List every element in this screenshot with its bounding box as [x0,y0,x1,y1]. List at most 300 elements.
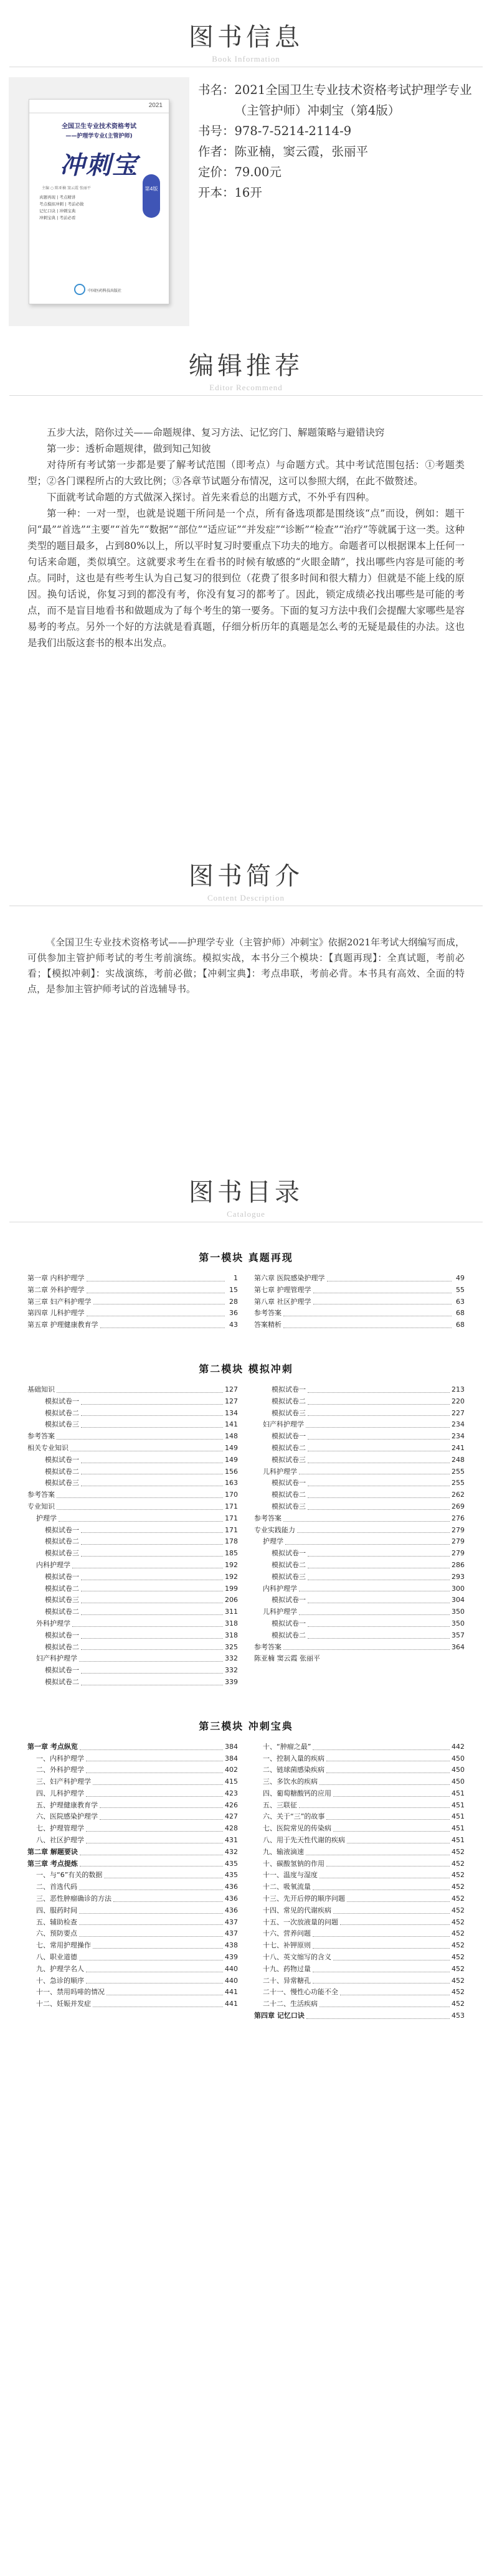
toc-entry-page: 339 [225,1677,238,1686]
section-title: 编辑推荐 [189,352,303,380]
toc-entry-label: 二十、异常糖孔 [263,1976,311,1985]
rec-paragraph: 下面就考试命题的方式做深入探讨。首先来看总的出题方式，不外乎有四种。 [47,492,376,503]
toc-entry [254,1893,465,1905]
toc-leader [313,1940,450,1949]
toc-entry-label: 十二、妊娠并发症 [36,2000,91,2008]
toc-entry-label: 模拟试卷一 [45,1666,79,1675]
cover-bullet: 真题再现 | 考点精讲 [39,195,76,200]
toc-leader [72,1560,223,1568]
toc-column-right [254,1384,465,1688]
toc-entry [254,1536,465,1548]
toc-entry-label: 五、护理健康教育学 [36,1801,98,1809]
toc-entry-label: 十、急诊的顺序 [36,1976,84,1985]
toc-entry-page: 234 [452,1420,465,1429]
toc-leader [299,1583,450,1592]
toc-entry [27,1583,238,1595]
toc-leader [79,1905,223,1914]
toc-entry [254,1800,465,1812]
toc-entry [254,1443,465,1454]
toc-entry-label: 七、护理管理学 [36,1824,84,1833]
toc-entry-page: 452 [452,1871,465,1880]
toc-leader [113,1893,223,1902]
toc-entry [254,1513,465,1525]
toc-leader [100,1800,223,1809]
toc-leader [79,1653,223,1662]
toc-entry-page: 149 [225,1443,238,1452]
toc-entry-page: 438 [225,1941,238,1950]
toc-leader [297,1525,450,1534]
toc-leader [86,1835,223,1843]
toc-entry [254,1548,465,1560]
cover-bullets [39,194,83,222]
toc-entry-page: 442 [452,1742,465,1751]
toc-entry [254,1928,465,1940]
toc-leader [79,1952,223,1960]
toc-entry-page: 332 [225,1666,238,1675]
toc-entry-label: 三、多饮水的疾病 [263,1777,318,1786]
toc-entry-page: 300 [452,1584,465,1593]
toc-entry-page: 149 [225,1455,238,1464]
toc-entry [254,1525,465,1537]
toc-entry-page: 234 [452,1432,465,1441]
toc-entry-page: 439 [225,1953,238,1962]
toc-entry [254,1975,465,1987]
toc-entry [27,1998,238,2010]
toc-entry-page: 134 [225,1408,238,1417]
toc-entry-label: 九、护理学名人 [36,1964,84,1973]
toc-entry-page: 451 [452,1824,465,1833]
toc-entry-label: 模拟试卷一 [272,1385,306,1393]
toc-leader [80,1858,223,1867]
toc-entry-label: 一、内科护理学 [36,1754,84,1763]
toc-entry-label: 十一、禁用吗啡的情况 [36,1988,105,1997]
toc-entry [254,1273,465,1285]
toc-entry-page: 304 [452,1596,465,1604]
toc-leader [308,1478,450,1486]
toc-leader [308,1396,450,1405]
meta-author [198,141,483,162]
toc-leader [100,1319,225,1328]
toc-entry-label: 八、社区护理学 [36,1836,84,1845]
toc-column-right [254,1741,465,2022]
toc-leader [81,1630,223,1639]
toc-leader [57,1501,223,1510]
toc-entry-page: 206 [225,1596,238,1604]
toc-entry-label: 第三章 考点提炼 [27,1859,78,1868]
toc-entry-label: 专业知识 [27,1502,55,1510]
toc-entry [254,1308,465,1319]
toc-entry-page: 451 [452,1789,465,1797]
toc-entry [254,1319,465,1331]
toc-entry-label: 模拟试卷二 [45,1608,79,1616]
toc-entry-label: 外科护理学 [36,1619,70,1628]
toc-leader [299,1800,450,1809]
toc-entry [27,1964,238,1975]
toc-entry-page: 384 [225,1742,238,1751]
toc-entry-page: 452 [452,1929,465,1938]
toc-leader [86,1764,223,1773]
toc-entry-label: 模拟试卷三 [272,1455,306,1464]
toc-entry [254,1478,465,1489]
module-1 [27,1250,465,1331]
toc-entry-page: 241 [452,1443,465,1452]
toc-entry-page: 318 [225,1631,238,1639]
toc-entry-label: 相关专业知识 [27,1443,69,1452]
toc-leader [81,1396,223,1405]
toc-entry-page: 452 [452,1847,465,1856]
meta-label: 书名： [198,83,235,97]
toc-entry-page: 192 [225,1572,238,1581]
toc-leader [70,1443,223,1451]
toc-entry [27,1466,238,1478]
toc-leader [93,1776,223,1785]
toc-entry [27,1653,238,1665]
toc-entry-label: 妇产科护理学 [36,1654,77,1663]
toc-entry [27,1940,238,1952]
toc-entry [254,1835,465,1847]
toc-entry [27,1525,238,1537]
toc-entry-label: 六、关于“三”的故事 [263,1812,325,1821]
toc-entry [27,1665,238,1677]
section-subtitle: Editor Recommend [209,383,283,392]
section-title: 图书目录 [189,1178,303,1207]
toc-leader [81,1677,223,1685]
toc-entry-page: 171 [225,1525,238,1534]
toc-entry-label: 第四章 儿科护理学 [27,1309,85,1318]
module-title: 第一模块 真题再现 [199,1252,293,1263]
toc-leader [79,1881,223,1890]
toc-entry-page: 452 [452,1988,465,1997]
toc-entry-page: 451 [452,1836,465,1845]
toc-entry [27,1319,238,1331]
toc-leader [72,1618,223,1627]
module-3 [27,1718,465,2022]
toc-leader [59,1513,223,1522]
toc-leader [86,1975,223,1984]
editor-recommendation [0,396,492,839]
toc-leader [319,1776,450,1785]
toc-entry [254,1454,465,1466]
toc-entry-page: 171 [225,1514,238,1522]
toc-entry-label: 模拟试卷三 [272,1408,306,1417]
toc-entry-label: 第八章 社区护理学 [254,1297,311,1306]
toc-leader [347,1835,450,1843]
toc-entry [254,1753,465,1765]
toc-leader [340,1987,450,1995]
toc-entry-page: 163 [225,1479,238,1487]
toc-entry-page: 276 [452,1514,465,1522]
toc-leader [299,1606,450,1615]
cover-frame [9,77,189,326]
toc-entry-page: 43 [229,1321,238,1329]
toc-entry-page: 415 [225,1777,238,1786]
toc-entry-label: 三、恶性肿瘤确诊的方法 [36,1895,111,1903]
toc-entry-label: 模拟试卷二 [45,1408,79,1417]
toc-entry-label: 十三、先开后停的顺序问题 [263,1895,345,1903]
toc-leader [333,1952,450,1960]
toc-leader [313,1975,450,1984]
toc-entry-label: 第一章 考点纵览 [27,1742,78,1751]
toc-entry [27,1606,238,1618]
toc-entry-label: 护理学 [263,1537,283,1546]
toc-entry [254,1998,465,2010]
toc-entry-page: 15 [229,1285,238,1294]
toc-entry-label: 模拟试卷一 [45,1631,79,1639]
toc-leader [86,1753,223,1762]
toc-entry [27,1823,238,1835]
toc-leader [81,1536,223,1545]
toc-entry-label: 十二、吸氧流量 [263,1883,311,1891]
rec-paragraph: 第一步：透析命题规律，做到知己知彼 [47,443,211,454]
toc-leader [93,1998,223,2007]
toc-entry-page: 451 [452,1801,465,1809]
toc-entry-label: 模拟试卷一 [45,1525,79,1534]
toc-entry-page: 402 [225,1766,238,1774]
toc-entry-label: 妇产科护理学 [263,1420,304,1429]
toc-column-left [27,1741,238,2022]
toc-leader [87,1308,225,1316]
toc-entry-label: 参考答案 [27,1491,55,1499]
toc-entry-page: 452 [452,1941,465,1950]
toc-entry-page: 279 [452,1525,465,1534]
content-description [0,906,492,1155]
toc-entry-page: 213 [452,1385,465,1393]
toc-entry [254,1823,465,1835]
toc-entry-label: 模拟试卷一 [272,1549,306,1558]
toc-entry [27,1905,238,1917]
toc-entry [254,1489,465,1501]
toc-leader [326,1811,450,1820]
toc-entry [27,1858,238,1870]
toc-entry [27,1285,238,1296]
toc-entry-page: 441 [225,1988,238,1997]
toc-entry-label: 第三章 妇产科护理学 [27,1297,92,1306]
toc-entry-page: 436 [225,1883,238,1891]
toc-leader [106,1987,223,1995]
toc-entry [27,1571,238,1583]
toc-entry [27,1595,238,1606]
toc-leader [87,1273,225,1281]
toc-leader [81,1642,223,1651]
toc-entry [254,1642,465,1654]
toc-leader [319,1870,450,1878]
toc-entry-page: 68 [456,1309,465,1318]
toc-entry-label: 十八、英文缩写的含义 [263,1953,331,1962]
toc-leader [306,2010,450,2019]
toc-entry-label: 十九、药物过量 [263,1964,311,1973]
toc-entry-page: 311 [225,1608,238,1616]
toc-entry [254,1764,465,1776]
toc-entry [254,1560,465,1571]
toc-entry-page: 148 [225,1432,238,1441]
toc-entry-page: 255 [452,1467,465,1476]
toc-leader [57,1384,223,1393]
toc-entry [254,1501,465,1513]
module-title: 第三模块 冲刺宝典 [199,1720,293,1732]
toc-leader [308,1630,450,1639]
toc-entry-label: 模拟试卷一 [272,1479,306,1487]
toc-entry-page: 423 [225,1789,238,1797]
toc-entry [254,1870,465,1881]
toc-leader [308,1431,450,1440]
toc-entry-label: 二、链球菌感染疾病 [263,1766,324,1774]
toc-entry [27,1952,238,1964]
toc-entry-page: 1 [234,1274,238,1282]
toc-entry [254,1408,465,1420]
toc-entry-label: 内科护理学 [36,1560,70,1569]
cover-bullet: 考点模拟冲刺 | 考前必做 [39,202,84,207]
toc-leader [57,1431,223,1440]
toc-leader [308,1501,450,1510]
toc-entry-page: 318 [225,1619,238,1628]
toc-entry [27,1893,238,1905]
toc-entry [27,1454,238,1466]
toc-entry-page: 255 [452,1479,465,1487]
toc-leader [283,1513,450,1522]
toc-leader [80,1847,223,1855]
meta-value: 2021全国卫生专业技术资格考试护理学专业（主管护师）冲刺宝（第4版） [234,83,472,118]
toc-entry-page: 435 [225,1859,238,1868]
toc-entry-label: 模拟试卷三 [45,1549,79,1558]
toc-entry-page: 220 [452,1397,465,1405]
cover-year: 2021 [148,102,163,109]
toc-leader [81,1548,223,1557]
toc-entry [27,1847,238,1858]
cover-publisher: 中国医药科技出版社 [88,289,122,293]
toc-entry-label: 十四、常见的代谢疾病 [263,1906,331,1914]
toc-entry [27,1501,238,1513]
toc-entry-page: 325 [225,1642,238,1651]
meta-label: 开本： [198,185,235,200]
toc-entry [254,1384,465,1396]
toc-entry-label: 参考答案 [254,1514,281,1522]
toc-entry [27,1642,238,1654]
toc-entry [27,1308,238,1319]
toc-entry-page: 435 [225,1871,238,1880]
toc-leader [93,1940,223,1949]
toc-entry-page: 428 [225,1824,238,1833]
toc-entry-label: 七、常用护理操作 [36,1941,91,1950]
toc-entry [254,1987,465,1998]
toc-entry-page: 141 [225,1420,238,1429]
toc-entry-page: 452 [452,1918,465,1926]
toc-entry [254,1396,465,1408]
toc-entry [27,1917,238,1929]
toc-entry-label: 模拟试卷三 [45,1596,79,1604]
toc-entry-label: 二十一、慢性心功能不全 [263,1988,338,1997]
book-info [0,67,492,329]
toc-entry-page: 357 [452,1631,465,1639]
toc-entry-page: 364 [452,1642,465,1651]
toc-leader [81,1466,223,1475]
toc-leader [79,1928,223,1937]
toc-entry-label: 模拟试卷二 [45,1584,79,1593]
toc-entry [254,1811,465,1823]
toc-entry-label: 模拟试卷三 [272,1572,306,1581]
toc-leader [313,1741,450,1750]
toc-entry-label: 第二章 解题要诀 [27,1847,78,1856]
toc-entry-label: 专业实践能力 [254,1525,295,1534]
rec-paragraph: 对待所有考试第一步都是要了解考试范围（即考点）与命题方式。其中考试范围包括：①考题类型；②各门课程所占的大致比例；③各章节试题分布情况，这可以参照大纲，在此不做赘述。 [27,459,465,487]
toc-entry-label: 第二章 外科护理学 [27,1285,85,1294]
toc-entry-page: 451 [452,1812,465,1821]
toc-entry-page: 452 [452,1953,465,1962]
toc-leader [306,1419,450,1428]
toc-leader [306,1847,450,1855]
rec-paragraph: 第一种：一对一型，也就是说题干所问是一个点，所有备选项都是围绕该“点”而设，例如：题干问“最”“首选”“主要”“首先”“数据”“部位”“适应证”“并发症”“诊断”“检查”“治疗”等就属于这一类。这种类型的题目最多，占到80%以上，所以平时复习时要重点下功夫的地方。命题者可以根据课本上任何一句话来命题，类似填空。这就要求考生在看书的时候有敏感的“火眼金睛”，找出哪些内容是可能的考点。同时，这也是有些考生认为自己复习的很到位（花费了很多时间和很大精力）但就是不能上线的原因。换句话说，你复习到的都没有考，你没有复习的都考了。因此，锁定成绩必找出哪些是可能的考点，而不是盲目地看书和做题成为了每个考生的第一要务。下面的复习方法中我们会提醒大家哪些是容易考的考点。另外一个好的方法就是看真题，仔细分析历年的真题是怎么考的无疑是最佳的办法。这也是我们出版这套书的根本出发点。 [27,508,465,649]
section-header-info [0,0,492,67]
toc-entry-label: 六、预防要点 [36,1929,77,1938]
toc-entry-label: 陈亚楠 窦云霞 张丽平 [254,1654,320,1663]
toc-entry-page: 279 [452,1537,465,1546]
toc-entry-label: 儿科护理学 [263,1467,297,1476]
toc-entry-page: 453 [452,2012,465,2020]
toc-leader [313,1928,450,1937]
toc-entry [254,1653,465,1665]
toc-entry [27,1764,238,1776]
toc-entry-label: 五、辅助检查 [36,1918,77,1926]
toc-entry [27,1835,238,1847]
toc-entry-page: 432 [225,1847,238,1856]
toc-leader [57,1489,223,1498]
toc-entry-label: 模拟试卷二 [272,1397,306,1405]
toc-entry-label: 模拟试卷二 [272,1560,306,1569]
toc-entry-page: 192 [225,1560,238,1569]
toc-entry-page: 440 [225,1964,238,1973]
toc-entry-label: 九、输液滴速 [263,1847,304,1856]
meta-value: 陈亚楠，窦云霞，张丽平 [234,144,369,159]
toc-entry [254,1296,465,1308]
toc-entry-label: 七、医院常见的传染病 [263,1824,331,1833]
toc-entry [27,1548,238,1560]
toc-entry-page: 436 [225,1906,238,1914]
toc-entry-label: 模拟试卷二 [45,1467,79,1476]
toc-entry [27,1987,238,1998]
toc-entry-label: 八、职业道德 [36,1953,77,1962]
toc-leader [327,1273,452,1281]
toc-leader [308,1560,450,1568]
toc-entry-label: 第七章 护理管理学 [254,1285,311,1294]
toc-leader [81,1419,223,1428]
toc-entry-label: 参考答案 [27,1432,55,1441]
toc-leader [81,1606,223,1615]
toc-entry-page: 350 [452,1608,465,1616]
cover-title-line2: ——护理学专业(主管护师) [65,133,133,139]
toc-entry [254,1595,465,1606]
toc-entry [27,1478,238,1489]
toc-entry [254,1285,465,1296]
toc-entry-page: 450 [452,1777,465,1786]
toc-entry-label: 模拟试卷一 [45,1455,79,1464]
toc-entry [254,1940,465,1952]
toc-entry-label: 模拟试卷三 [272,1502,306,1510]
toc-entry-label: 十五、一次放液量的问题 [263,1918,338,1926]
cover-bullet: 冲刺宝典 | 考前必看 [39,215,76,220]
toc-entry-label: 十一、温度与湿度 [263,1871,318,1880]
meta-label: 定价： [198,165,235,179]
toc-entry [27,1536,238,1548]
toc-leader [319,1998,450,2007]
meta-label: 作者： [198,144,235,159]
toc-entry-page: 286 [452,1560,465,1569]
toc-leader [81,1408,223,1417]
toc-entry-label: 第六章 医院感染护理学 [254,1274,325,1282]
toc-entry [254,1571,465,1583]
toc-leader [81,1665,223,1674]
toc-entry-page: 427 [225,1812,238,1821]
toc-entry-label: 模拟试卷二 [45,1642,79,1651]
toc-leader [93,1296,225,1305]
